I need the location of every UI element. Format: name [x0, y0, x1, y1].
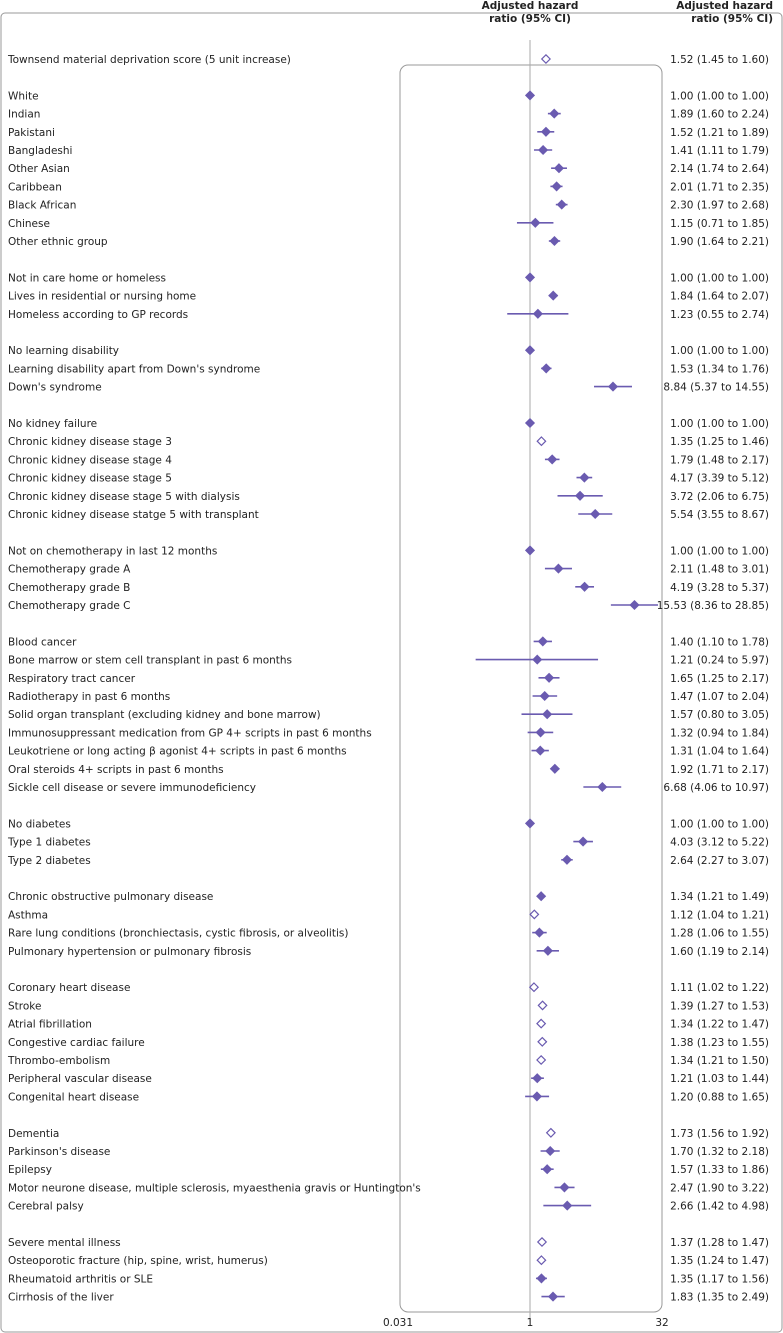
row-value: 1.52 (1.21 to 1.89) [670, 126, 769, 139]
row-label: Chronic kidney disease stage 5 [8, 472, 172, 485]
hazard-ratio-marker [560, 1183, 568, 1191]
row-value: 2.66 (1.42 to 4.98) [670, 1200, 769, 1213]
row-value: 1.00 (1.00 to 1.00) [670, 272, 769, 285]
row-value: 3.72 (2.06 to 6.75) [670, 490, 769, 503]
hazard-ratio-marker [533, 655, 541, 663]
hazard-ratio-marker [537, 1056, 545, 1064]
forest-rows [7, 54, 769, 1304]
hazard-ratio-marker [547, 1129, 555, 1137]
row-value: 1.57 (1.33 to 1.86) [670, 1164, 769, 1177]
hazard-ratio-marker [554, 564, 562, 572]
hazard-ratio-marker [526, 273, 534, 281]
row-label: Radiotherapy in past 6 months [8, 691, 171, 703]
row-label: No learning disability [8, 345, 120, 358]
x-tick-label-max: 32 [655, 1317, 669, 1329]
row-value: 1.41 (1.11 to 1.79) [670, 145, 769, 157]
row-label: No diabetes [8, 818, 71, 831]
row-value: 2.14 (1.74 to 2.64) [670, 163, 769, 176]
hazard-ratio-marker [558, 200, 566, 208]
row-label: Not on chemotherapy in last 12 months [8, 545, 218, 558]
hazard-ratio-marker [538, 1238, 546, 1246]
hazard-ratio-marker [537, 1256, 545, 1264]
row-label: Caribbean [8, 181, 62, 194]
row-value: 1.60 (1.19 to 2.14) [670, 945, 769, 958]
header-right-line2: ratio (95% CI) [691, 13, 773, 25]
row-label: Chronic kidney disease stage 3 [8, 436, 172, 449]
hazard-ratio-marker [542, 364, 550, 372]
hazard-ratio-marker [537, 437, 545, 445]
row-label: No kidney failure [8, 418, 98, 430]
row-label: Type 1 diabetes [8, 836, 91, 849]
row-label: Indian [8, 108, 41, 121]
hazard-ratio-marker [534, 310, 542, 318]
row-label: Other Asian [8, 163, 70, 176]
x-tick-label-ref: 1 [526, 1317, 534, 1329]
row-value: 1.73 (1.56 to 1.92) [670, 1127, 769, 1140]
row-label: Learning disability apart from Down's syndrome [8, 363, 261, 376]
row-value: 2.11 (1.48 to 3.01) [670, 563, 769, 576]
hazard-ratio-marker [551, 765, 559, 773]
header-left-line1: Adjusted hazard [481, 0, 579, 12]
row-label: Dementia [8, 1127, 60, 1140]
row-label: Sickle cell disease or severe immunodeficiency [8, 782, 256, 794]
row-label: Chemotherapy grade B [8, 581, 131, 594]
row-label: Solid organ transplant (excluding kidney and bone marrow) [8, 709, 321, 722]
row-label: Chemotherapy grade A [8, 563, 131, 576]
hazard-ratio-marker [552, 182, 560, 190]
row-value: 1.20 (0.88 to 1.65) [670, 1091, 769, 1104]
row-label: Chemotherapy grade C [8, 600, 131, 612]
row-value: 1.23 (0.55 to 2.74) [670, 308, 769, 321]
row-value: 1.38 (1.23 to 1.55) [670, 1036, 769, 1049]
row-label: Chronic kidney disease statge 5 with transplant [8, 509, 259, 521]
row-label: Leukotriene or long acting β agonist 4+ scripts in past 6 months [8, 745, 347, 758]
row-value: 4.17 (3.39 to 5.12) [670, 472, 769, 485]
row-label: Black African [8, 199, 77, 212]
hazard-ratio-marker [548, 455, 556, 463]
row-value: 1.34 (1.21 to 1.50) [670, 1055, 769, 1067]
hazard-ratio-marker [598, 783, 606, 791]
row-value: 2.47 (1.90 to 3.22) [670, 1182, 769, 1195]
row-value: 6.68 (4.06 to 10.97) [663, 782, 769, 794]
row-value: 1.28 (1.06 to 1.55) [670, 927, 769, 940]
row-value: 1.21 (0.24 to 5.97) [670, 654, 769, 667]
hazard-ratio-marker [543, 710, 551, 718]
row-label: Chronic obstructive pulmonary disease [8, 891, 214, 904]
row-label: Lives in residential or nursing home [8, 290, 197, 303]
hazard-ratio-marker [543, 1165, 551, 1173]
hazard-ratio-marker [540, 692, 548, 700]
hazard-ratio-marker [550, 109, 558, 117]
row-value: 1.70 (1.32 to 2.18) [670, 1146, 769, 1158]
row-value: 4.19 (3.28 to 5.37) [670, 581, 769, 594]
row-label: Cerebral palsy [8, 1200, 84, 1213]
row-label: Blood cancer [8, 636, 77, 649]
row-value: 1.47 (1.07 to 2.04) [670, 691, 769, 703]
hazard-ratio-marker [544, 947, 552, 955]
hazard-ratio-marker [530, 983, 538, 991]
row-label: Peripheral vascular disease [8, 1073, 152, 1086]
hazard-ratio-marker [579, 837, 587, 845]
row-value: 1.31 (1.04 to 1.64) [670, 745, 769, 758]
hazard-ratio-marker [580, 583, 588, 591]
row-label: Osteoporotic fracture (hip, spine, wrist, humerus) [8, 1255, 268, 1268]
hazard-ratio-marker [576, 492, 584, 500]
row-label: Chinese [8, 217, 50, 230]
hazard-ratio-marker [542, 55, 550, 63]
row-value: 1.00 (1.00 to 1.00) [670, 345, 769, 358]
hazard-ratio-marker [563, 856, 571, 864]
hazard-ratio-marker [549, 1292, 557, 1300]
row-value: 2.01 (1.71 to 2.35) [670, 181, 769, 194]
hazard-ratio-marker [536, 728, 544, 736]
row-value: 1.12 (1.04 to 1.21) [670, 909, 769, 922]
row-value: 1.37 (1.28 to 1.47) [670, 1237, 769, 1249]
row-value: 1.90 (1.64 to 2.21) [670, 236, 769, 248]
hazard-ratio-marker [535, 928, 543, 936]
row-label: Chronic kidney disease stage 4 [8, 454, 172, 467]
hazard-ratio-marker [531, 219, 539, 227]
row-value: 2.30 (1.97 to 2.68) [670, 199, 769, 212]
hazard-ratio-marker [539, 146, 547, 154]
row-label: Thrombo-embolism [8, 1055, 111, 1067]
row-value: 1.35 (1.17 to 1.56) [670, 1273, 769, 1286]
row-label: Parkinson's disease [8, 1146, 111, 1158]
row-value: 1.65 (1.25 to 2.17) [670, 672, 769, 685]
row-value: 1.35 (1.24 to 1.47) [670, 1255, 769, 1268]
row-value: 1.92 (1.71 to 2.17) [670, 763, 769, 776]
row-value: 1.40 (1.10 to 1.78) [670, 636, 769, 649]
row-label: Cirrhosis of the liver [8, 1291, 114, 1304]
row-value: 1.00 (1.00 to 1.00) [670, 418, 769, 430]
plot-panel [400, 65, 662, 1312]
hazard-ratio-marker [530, 910, 538, 918]
row-label: Chronic kidney disease stage 5 with dialysis [8, 490, 240, 503]
row-value: 1.35 (1.25 to 1.46) [670, 436, 769, 449]
row-label: Down's syndrome [8, 381, 102, 394]
row-value: 1.00 (1.00 to 1.00) [670, 818, 769, 831]
row-label: Bangladeshi [8, 145, 73, 157]
row-value: 1.11 (1.02 to 1.22) [670, 982, 769, 995]
row-label: Congenital heart disease [8, 1091, 140, 1104]
hazard-ratio-marker [546, 1147, 554, 1155]
row-label: Motor neurone disease, multiple sclerosis, myaesthenia gravis or Huntington's [8, 1182, 421, 1195]
row-label: White [8, 90, 39, 103]
row-label: Other ethnic group [8, 236, 108, 248]
row-value: 1.00 (1.00 to 1.00) [670, 545, 769, 558]
row-label: Respiratory tract cancer [8, 672, 136, 685]
row-value: 2.64 (2.27 to 3.07) [670, 854, 769, 867]
hazard-ratio-marker [526, 819, 534, 827]
hazard-ratio-marker [538, 1001, 546, 1009]
row-value: 1.21 (1.03 to 1.44) [670, 1073, 769, 1086]
row-value: 1.52 (1.45 to 1.60) [670, 54, 769, 66]
row-label: Townsend material deprivation score (5 unit increase) [8, 54, 291, 66]
hazard-ratio-marker [526, 419, 534, 427]
hazard-ratio-marker [542, 128, 550, 136]
row-label: Immunosuppressant medication from GP 4+ scripts in past 6 months [8, 727, 372, 740]
hazard-ratio-marker [537, 1019, 545, 1027]
hazard-ratio-marker [526, 546, 534, 554]
row-label: Bone marrow or stem cell transplant in past 6 months [8, 654, 293, 667]
header-right-line1: Adjusted hazard [676, 0, 773, 12]
row-value: 1.57 (0.80 to 3.05) [670, 709, 769, 722]
hazard-ratio-marker [538, 1038, 546, 1046]
row-value: 1.39 (1.27 to 1.53) [670, 1000, 769, 1013]
header-left-line2: ratio (95% CI) [489, 13, 571, 25]
hazard-ratio-marker [609, 382, 617, 390]
row-label: Atrial fibrillation [8, 1018, 92, 1031]
hazard-ratio-marker [545, 674, 553, 682]
hazard-ratio-marker [555, 164, 563, 172]
hazard-ratio-marker [526, 91, 534, 99]
row-label: Homeless according to GP records [8, 308, 189, 321]
row-value: 1.83 (1.35 to 2.49) [670, 1291, 769, 1304]
row-value: 4.03 (3.12 to 5.22) [670, 836, 769, 849]
row-label: Stroke [8, 1000, 42, 1013]
hazard-ratio-marker [533, 1074, 541, 1082]
row-value: 8.84 (5.37 to 14.55) [663, 381, 769, 394]
row-label: Asthma [8, 909, 49, 922]
row-label: Pakistani [8, 126, 55, 139]
row-value: 1.34 (1.22 to 1.47) [670, 1018, 769, 1031]
row-value: 1.15 (0.71 to 1.85) [670, 217, 769, 230]
row-value: 1.84 (1.64 to 2.07) [670, 290, 769, 303]
row-value: 5.54 (3.55 to 8.67) [670, 509, 769, 521]
row-label: Coronary heart disease [8, 982, 131, 995]
row-label: Not in care home or homeless [8, 272, 167, 285]
hazard-ratio-marker [630, 601, 638, 609]
row-value: 1.32 (0.94 to 1.84) [670, 727, 769, 740]
row-label: Congestive cardiac failure [8, 1036, 145, 1049]
hazard-ratio-marker [536, 746, 544, 754]
x-tick-label-min: 0.031 [382, 1317, 414, 1329]
hazard-ratio-marker [580, 473, 588, 481]
hazard-ratio-marker [537, 1274, 545, 1282]
row-label: Rare lung conditions (bronchiectasis, cystic fibrosis, or alveolitis) [8, 927, 349, 940]
hazard-ratio-marker [591, 510, 599, 518]
row-label: Type 2 diabetes [8, 854, 91, 867]
hazard-ratio-marker [526, 346, 534, 354]
row-value: 1.53 (1.34 to 1.76) [670, 363, 769, 376]
row-value: 15.53 (8.36 to 28.85) [656, 600, 769, 612]
hazard-ratio-marker [563, 1201, 571, 1209]
row-label: Oral steroids 4+ scripts in past 6 months [8, 763, 224, 776]
row-label: Epilepsy [8, 1164, 52, 1177]
row-value: 1.00 (1.00 to 1.00) [670, 90, 769, 103]
row-value: 1.79 (1.48 to 2.17) [670, 454, 769, 467]
hazard-ratio-marker [533, 1092, 541, 1100]
hazard-ratio-marker [539, 637, 547, 645]
hazard-ratio-marker [537, 892, 545, 900]
row-value: 1.34 (1.21 to 1.49) [670, 891, 769, 904]
row-label: Pulmonary hypertension or pulmonary fibrosis [8, 945, 252, 958]
hazard-ratio-marker [550, 237, 558, 245]
row-label: Rheumatoid arthritis or SLE [8, 1273, 154, 1286]
row-value: 1.89 (1.60 to 2.24) [670, 108, 769, 121]
row-label: Severe mental illness [8, 1237, 121, 1249]
hazard-ratio-marker [549, 291, 557, 299]
